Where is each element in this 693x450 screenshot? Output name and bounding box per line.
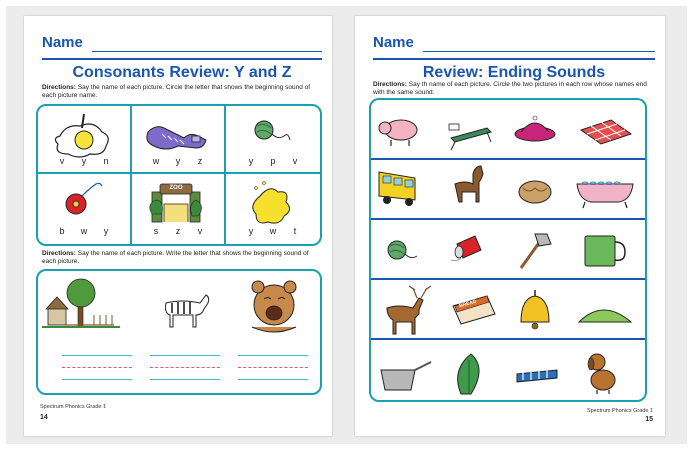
ending-sounds-box: [369, 98, 647, 402]
yawn-icon: [252, 281, 296, 332]
header-rule: [373, 58, 655, 60]
letter-option[interactable]: b: [59, 226, 65, 236]
writing-line-top: [238, 355, 308, 356]
letter-option[interactable]: s: [153, 226, 159, 236]
writing-line-top: [62, 355, 132, 356]
name-row: [42, 34, 322, 54]
header-rule: [42, 58, 322, 60]
cot-icon: [449, 124, 491, 150]
writing-line-mid[interactable]: [62, 367, 132, 368]
writing-line-bottom: [150, 379, 220, 380]
page-title: Review: Ending Sounds: [422, 64, 606, 81]
mug-icon: [585, 236, 625, 266]
letter-option[interactable]: z: [197, 156, 203, 166]
walnut-icon: [519, 181, 551, 203]
zoo-sign-text: ZOO: [169, 185, 183, 191]
name-label: Name: [373, 34, 414, 51]
directions-label: Directions:: [42, 84, 76, 91]
letter-option[interactable]: y: [81, 156, 87, 166]
pan-icon: [381, 362, 431, 390]
tub-icon: [577, 182, 633, 208]
letter-choices: [132, 226, 224, 236]
pig-icon: [379, 120, 417, 146]
directions-text: Say th name of each picture. Circle the two pictures in each row whose names end with the same sound.: [373, 81, 647, 96]
letter-choices: [38, 156, 130, 166]
workbook-spread: [6, 6, 687, 444]
letter-option[interactable]: z: [175, 226, 181, 236]
writing-line-mid[interactable]: [150, 367, 220, 368]
directions-text: Say the name of each picture. Circle the letter that shows the beginning sound of each picture name.: [42, 84, 311, 99]
ending-sounds-pictures: [371, 100, 645, 400]
writing-line-bottom: [238, 379, 308, 380]
directions-label: Directions:: [373, 81, 407, 88]
directions-2: [42, 250, 322, 266]
grid-cell-zoo: [132, 174, 224, 242]
name-label: Name: [42, 34, 83, 51]
can-icon: [451, 236, 481, 261]
page-number: 15: [645, 416, 653, 423]
footer-text: Spectrum Phonics Grade 1: [586, 408, 653, 414]
letter-choices: [38, 226, 130, 236]
page-number: 14: [40, 414, 48, 421]
grid-cell-yarn: [226, 106, 320, 172]
writing-line-top: [150, 355, 220, 356]
yard-icon: [42, 279, 120, 327]
deer-icon: [387, 286, 431, 334]
letter-option[interactable]: w: [80, 226, 88, 236]
bus-icon: [379, 172, 415, 206]
grid-cell-egg: [38, 106, 130, 172]
scarf-icon: [517, 370, 557, 382]
letter-option[interactable]: w: [152, 156, 160, 166]
letter-option[interactable]: y: [248, 156, 254, 166]
letter-choices: [226, 226, 320, 236]
writing-line-mid[interactable]: [238, 367, 308, 368]
directions-1: [42, 84, 322, 100]
letter-option[interactable]: t: [293, 226, 297, 236]
horse-icon: [455, 166, 483, 202]
name-line[interactable]: [92, 51, 322, 52]
letter-option[interactable]: v: [197, 226, 203, 236]
write-letter-box: [36, 269, 322, 395]
letter-option[interactable]: w: [269, 226, 277, 236]
name-line[interactable]: [423, 51, 655, 52]
letter-choices: [226, 156, 320, 166]
directions-text: Say the name of each picture. Write the letter that shows the beginning sound of each picture.: [42, 250, 309, 265]
right-page: [355, 16, 665, 436]
directions-label: Directions:: [42, 250, 76, 257]
writing-line-bottom: [62, 379, 132, 380]
bread-label: BREAD: [458, 298, 478, 310]
picnic-blanket-icon: [581, 120, 631, 144]
directions: [373, 81, 655, 97]
grid-cell-yoyo: [38, 174, 130, 242]
circle-letter-box: [36, 104, 322, 246]
leaf-icon: [458, 354, 479, 394]
letter-option[interactable]: y: [248, 226, 254, 236]
grid-cell-zipper: [132, 106, 224, 172]
letter-option[interactable]: y: [103, 226, 109, 236]
zebra-icon: [166, 295, 209, 327]
left-page: [24, 16, 332, 436]
write-pictures: [38, 271, 320, 393]
letter-option[interactable]: y: [175, 156, 181, 166]
ax-icon: [521, 234, 551, 268]
bell-icon: [521, 290, 549, 329]
hat-icon: [515, 116, 555, 141]
footer-text: Spectrum Phonics Grade 1: [40, 404, 107, 410]
page-title: Consonants Review: Y and Z: [72, 64, 292, 81]
grid-cell-yellow: [226, 174, 320, 242]
letter-option[interactable]: v: [59, 156, 65, 166]
dog-icon: [588, 354, 615, 394]
hill-icon: [579, 310, 631, 322]
letter-option[interactable]: v: [292, 156, 298, 166]
letter-option[interactable]: p: [270, 156, 276, 166]
yarn-ball-icon: [388, 241, 417, 259]
letter-choices: [132, 156, 224, 166]
letter-option[interactable]: n: [103, 156, 109, 166]
name-row: [373, 34, 655, 54]
